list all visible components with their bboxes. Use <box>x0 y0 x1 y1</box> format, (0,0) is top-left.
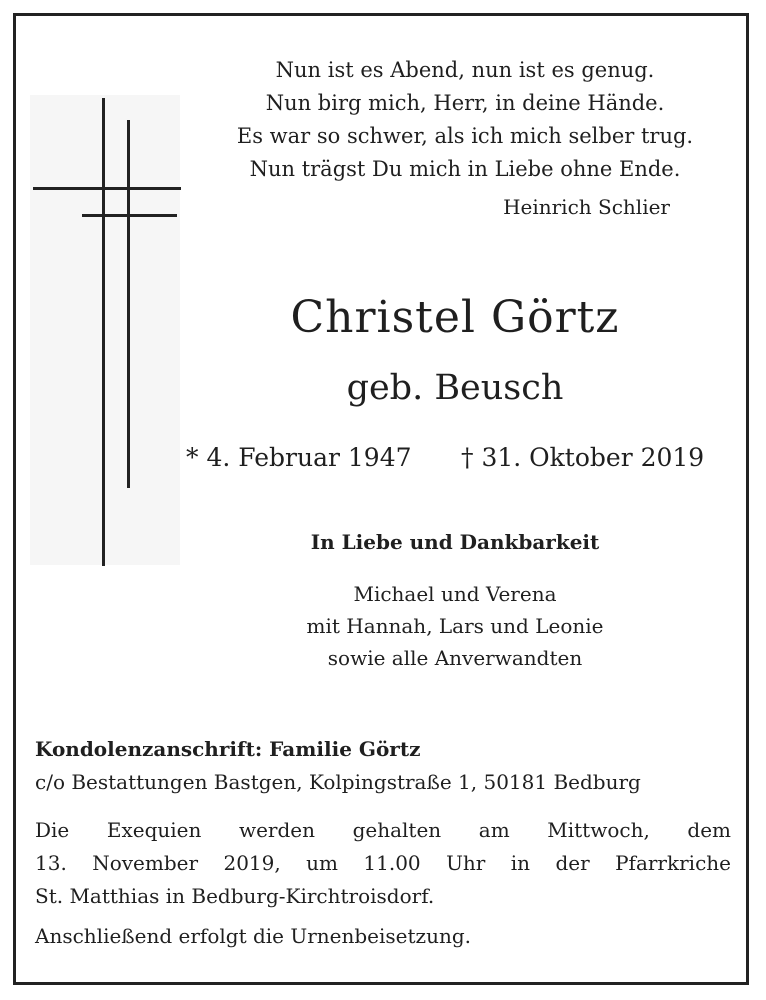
death-date: † 31. Oktober 2019 <box>461 443 705 472</box>
poem-line: Es war so schwer, als ich mich selber trug. <box>236 124 694 148</box>
condolence-label: Kondolenzanschrift: Familie Görtz <box>35 737 421 761</box>
condolence-street: c/o Bestattungen Bastgen, Kolpingstraße 1, 50181 Bedburg <box>35 770 641 794</box>
cross-vertical-long <box>102 98 105 566</box>
service-line: St. Matthias in Bedburg-Kirchtroisdorf. <box>35 884 435 908</box>
urn-burial-note: Anschließend erfolgt die Urnenbeisetzung. <box>35 924 472 948</box>
mourners-list <box>200 578 710 674</box>
service-info <box>35 814 731 913</box>
cross-bar-upper <box>33 187 181 190</box>
birth-date: * 4. Februar 1947 <box>186 443 412 472</box>
poem-line: Nun trägst Du mich in Liebe ohne Ende. <box>249 157 681 181</box>
deceased-name: Christel Görtz <box>290 292 620 343</box>
mourner-line: mit Hannah, Lars und Leonie <box>306 614 604 638</box>
condolence-address <box>35 733 735 799</box>
double-cross-icon <box>30 95 180 565</box>
mourner-line: sowie alle Anverwandten <box>327 646 583 670</box>
poem-line: Nun ist es Abend, nun ist es genug. <box>275 58 655 82</box>
cross-bar-lower <box>82 214 177 217</box>
birth-name: geb. Beusch <box>346 368 564 408</box>
poem <box>200 54 730 186</box>
mourner-line: Michael und Verena <box>353 582 557 606</box>
service-line: 13. November 2019, um 11.00 Uhr in der Pfarrkriche <box>35 851 731 875</box>
poem-line: Nun birg mich, Herr, in deine Hände. <box>265 91 665 115</box>
poem-author: Heinrich Schlier <box>503 195 670 219</box>
mourners-heading: In Liebe und Dankbarkeit <box>310 530 600 554</box>
cross-vertical-short <box>127 120 130 488</box>
service-line: Die Exequien werden gehalten am Mittwoch, dem <box>35 818 731 842</box>
